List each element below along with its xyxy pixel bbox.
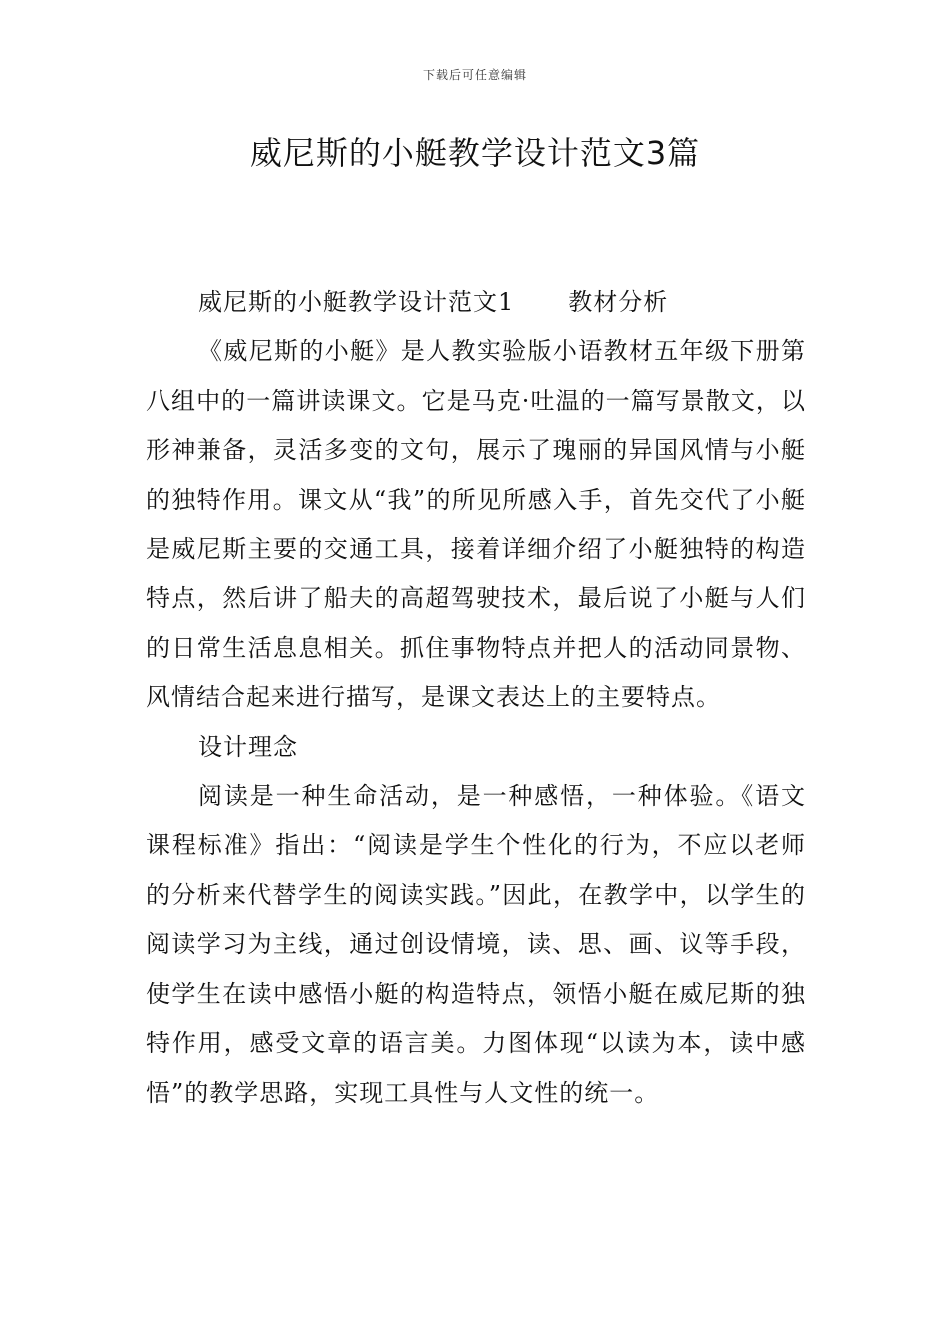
section-heading: 威尼斯的小艇教学设计范文1 xyxy=(198,288,515,316)
paragraph-design-concept: 阅读是一种生命活动，是一种感悟，一种体验。《语文课程标准》指出：“阅读是学生个性化的行为，不应以老师的分析来代替学生的阅读实践。”因此，在教学中，以学生的阅读学习为主线，通过创设情境，读、思、画、议等手段，使学生在读中感悟小艇的构造特点，领悟小艇在威尼斯的独特作用，感受文章的语言美。力图体现“以读为本，读中感悟”的教学思路，实现工具性与人文性的统一。 xyxy=(146,782,806,1107)
document-title: 威尼斯的小艇教学设计范文3篇 xyxy=(249,134,701,172)
section-heading-line xyxy=(146,278,806,327)
heading-spacer xyxy=(514,278,568,327)
paragraph-material-analysis: 《威尼斯的小艇》是人教实验版小语教材五年级下册第八组中的一篇讲读课文。它是马克·吐温的一篇写景散文，以形神兼备，灵活多变的文句，展示了瑰丽的异国风情与小艇的独特作用。课文从“我”的所见所感入手，首先交代了小艇是威尼斯主要的交通工具，接着详细介绍了小艇独特的构造特点，然后讲了船夫的高超驾驶技术，最后说了小艇与人们的日常生活息息相关。抓住事物特点并把人的活动同景物、风情结合起来进行描写，是课文表达上的主要特点。 xyxy=(146,337,806,712)
design-heading: 设计理念 xyxy=(198,732,298,761)
design-heading-line xyxy=(146,723,806,772)
subsection-heading: 教材分析 xyxy=(568,288,669,316)
document-body xyxy=(146,278,806,1118)
header-note: 下载后可任意编辑 xyxy=(422,68,527,82)
